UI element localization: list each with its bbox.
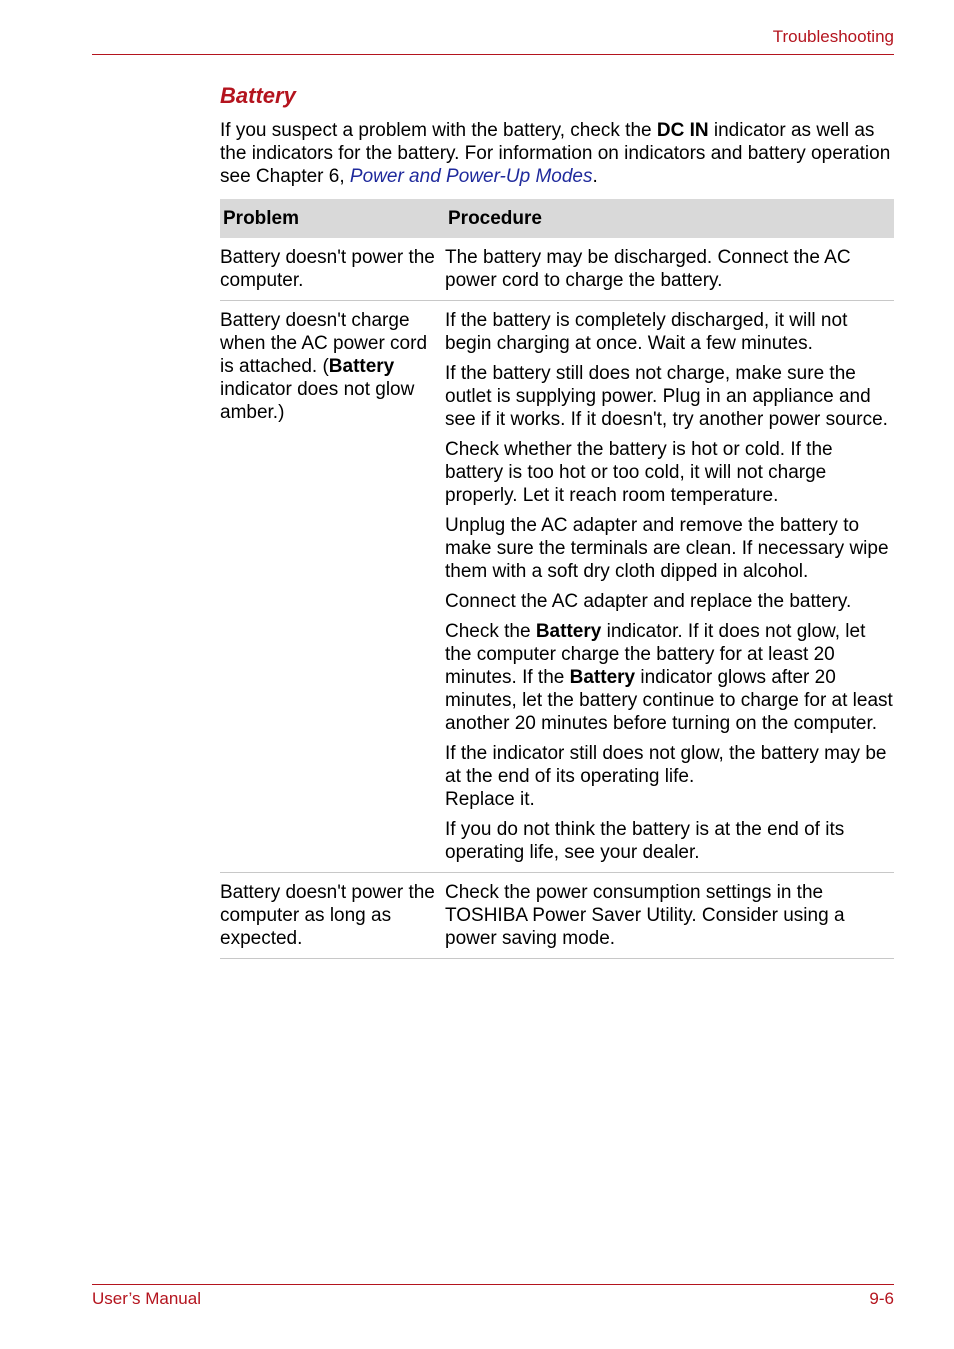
table-row bbox=[220, 873, 894, 959]
procedure-step: The battery may be discharged. Connect the AC power cord to charge the battery. bbox=[445, 247, 851, 291]
procedure-step bbox=[445, 620, 894, 735]
column-header-procedure: Procedure bbox=[445, 199, 894, 238]
battery-label: Battery bbox=[569, 667, 636, 688]
problem-cell: Battery doesn't power the computer. bbox=[220, 238, 445, 301]
dc-in-label: DC IN bbox=[656, 120, 709, 141]
step-text: If the indicator still does not glow, the battery may be at the end of its operating life. bbox=[445, 743, 887, 787]
troubleshooting-table bbox=[220, 199, 894, 959]
intro-text: . bbox=[592, 166, 598, 187]
procedure-step bbox=[445, 742, 894, 811]
step-text: indicator. If it does not glow, let the computer charge the battery for at least 20 minutes. If the bbox=[445, 621, 866, 688]
procedure-step: Unplug the AC adapter and remove the battery to make sure the terminals are clean. If necessary wipe them with a soft dry cloth dipped in alcohol. bbox=[445, 515, 889, 582]
chapter-link[interactable]: Power and Power-Up Modes bbox=[349, 166, 593, 187]
table-row bbox=[220, 238, 894, 301]
section-title: Battery bbox=[220, 83, 296, 108]
intro-text: If you suspect a problem with the battery, check the bbox=[220, 120, 657, 141]
battery-label: Battery bbox=[328, 356, 395, 377]
step-text: indicator glows after 20 minutes, let the battery continue to charge for at least another 20 minutes before turning on the computer. bbox=[445, 667, 893, 734]
procedure-cell bbox=[445, 238, 894, 301]
problem-cell bbox=[220, 301, 445, 873]
intro-text: indicator as well as the indicators for the battery. For information on indicators and battery operation see Chapter 6, bbox=[220, 120, 891, 187]
table-row bbox=[220, 301, 894, 873]
battery-label: Battery bbox=[535, 621, 602, 642]
page-number: 9-6 bbox=[869, 1289, 894, 1308]
procedure-step: If the battery is completely discharged, it will not begin charging at once. Wait a few minutes. bbox=[445, 310, 848, 354]
procedure-cell bbox=[445, 873, 894, 959]
running-header: Troubleshooting bbox=[772, 27, 894, 46]
table-header-row bbox=[220, 199, 894, 238]
header-rule bbox=[92, 54, 894, 55]
procedure-step: Check whether the battery is hot or cold. If the battery is too hot or too cold, it will not charge properly. Let it reach room temperature. bbox=[445, 439, 833, 506]
problem-cell: Battery doesn't power the computer as long as expected. bbox=[220, 873, 445, 959]
intro-paragraph bbox=[220, 119, 894, 188]
procedure-step: Check the power consumption settings in the TOSHIBA Power Saver Utility. Consider using a power saving mode. bbox=[445, 882, 845, 949]
footer-manual-title: User’s Manual bbox=[92, 1289, 201, 1308]
column-header-problem: Problem bbox=[220, 199, 445, 238]
problem-text: indicator does not glow amber.) bbox=[220, 379, 415, 423]
step-text: Check the bbox=[445, 621, 536, 642]
procedure-cell bbox=[445, 301, 894, 873]
step-text: Replace it. bbox=[445, 789, 535, 810]
procedure-step: Connect the AC adapter and replace the battery. bbox=[445, 591, 852, 612]
procedure-step: If you do not think the battery is at the end of its operating life, see your dealer. bbox=[445, 819, 845, 863]
procedure-step: If the battery still does not charge, make sure the outlet is supplying power. Plug in an appliance and see if it works. If it doesn't, try another power source. bbox=[445, 363, 888, 430]
footer-rule bbox=[92, 1284, 894, 1285]
problem-text: Battery doesn't charge when the AC power cord is attached. ( bbox=[220, 310, 428, 377]
